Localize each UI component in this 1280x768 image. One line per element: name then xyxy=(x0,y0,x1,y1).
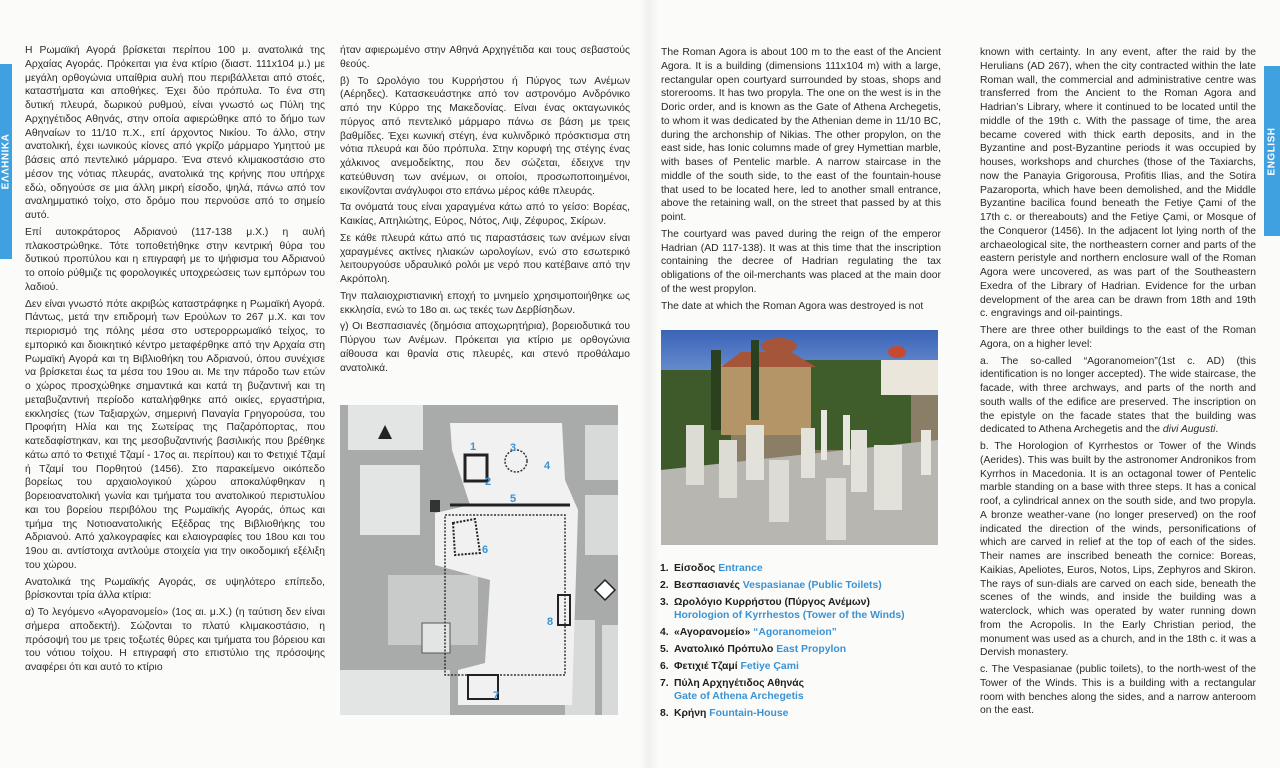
legend-text xyxy=(674,660,799,673)
legend-english: Fetiye Çami xyxy=(740,661,799,672)
map-label-6: 6 xyxy=(482,544,489,556)
legend-english: Gate of Athena Archegetis xyxy=(674,691,804,702)
photo-mosque xyxy=(721,365,811,435)
photo-column xyxy=(801,428,815,478)
legend-greek: Ωρολόγιο Κυρρήστου (Πύργος Ανέμων) xyxy=(674,597,870,608)
greek-column-1 xyxy=(25,44,325,678)
paragraph: ήταν αφιερωμένο στην Αθηνά Αρχηγέτιδα και τους σεβαστούς θεούς. xyxy=(340,45,630,70)
photo-church-dome xyxy=(888,346,906,358)
site-plan-map xyxy=(340,405,618,715)
greek-tab-label: ΕΛΛΗΝΙΚΑ xyxy=(0,133,12,190)
paragraph: β) Το Ωρολόγιο του Κυρρήστου ή Πύργος των Ανέμων (Αέρηδες). Κατασκευάστηκε από τον αστρονόμο Ανδρόνικο από την Κύρρο της Μακεδονίας. Είναι ένας οκταγωνικός πύργος από πεντελικό μάρμαρο πάνω σε βάση με τρεις βαθμίδες. Έχει κωνική στέγη, ένα κυλινδρικό πρόσκτισμα στη νότια πλευρά και δύο πρόπυλα. Στην κορυφή της στέγης ένας χάλκινος ανεμοδείκτης, που δεν σώζεται, έδειχνε την κατεύθυνση των ανέμων, οι οποίοι, προσωποποιημένοι, εικονίζονται ανάγλυφοι στο επάνω μέρος κάθε πλευράς. xyxy=(340,75,630,197)
legend-item xyxy=(660,579,950,592)
legend-item xyxy=(660,562,950,575)
english-language-tab xyxy=(1264,66,1280,236)
map-label-7: 7 xyxy=(493,690,500,702)
legend-item xyxy=(660,626,950,639)
legend-greek: Ανατολικό Πρόπυλο xyxy=(674,644,774,655)
paragraph: γ) Οι Βεσπασιανές (δημόσια αποχωρητήρια), βορειοδυτικά του Πύργου των Ανέμων. Πρόκειται για κτίριο με ορθογώνια αίθουσα και θρανία στις πλευρές, και στενό προθάλαμο ανατολικά. xyxy=(340,321,630,374)
photo-cypress xyxy=(751,340,759,420)
map-wall xyxy=(430,500,440,512)
legend-english: Vespasianae (Public Toilets) xyxy=(742,580,882,591)
legend-text xyxy=(674,643,846,656)
page-fold xyxy=(640,0,658,768)
legend-english: Horologion of Kyrrhestos (Tower of the Winds) xyxy=(674,610,905,621)
map-legend xyxy=(660,562,950,724)
legend-text xyxy=(674,596,905,622)
photo-column xyxy=(843,415,850,465)
legend-greek: Είσοδος xyxy=(674,563,716,574)
paragraph xyxy=(980,355,1256,438)
english-column-1 xyxy=(661,46,941,316)
map-block xyxy=(585,425,618,480)
paragraph: Επί αυτοκράτορος Αδριανού (117-138 μ.Χ.) η αυλή πλακοστρώθηκε. Τότε τοποθετήθηκε στην κεντρική θύρα του δυτικού προπύλου και η επιγραφή με το ψήφισμα του Αδριανού το οποίο ρύθμιζε τις φορολογικές υποχρεώσεις των εμπόρων του λαδιού. xyxy=(25,226,325,293)
legend-greek: «Αγορανομείο» xyxy=(674,627,751,638)
paragraph: c. The Vespasianae (public toilets), to the north-west of the Tower of the Winds. This is a building with a rectangular room with benches along the sides, and a narrow anteroom on the east. xyxy=(980,664,1256,717)
legend-english: Entrance xyxy=(718,563,763,574)
legend-greek: Πύλη Αρχηγέτιδος Αθηνάς xyxy=(674,678,805,689)
paragraph: α) Το λεγόμενο «Αγορανομείο» (1ος αι. μ.Χ.) (η ταύτιση δεν είναι σήμερα αποδεκτή). Σώζονται το πλατύ κλιμακοστάσιο, η πρόσοψή του με τρεις τοξωτές θύρες και τμήματα του βόρειου και του νότιου τοίχου. Η επιγραφή στο επιστύλιο της πρόσοψης αναφέρει ότι και αυτό το κτίριο xyxy=(25,607,325,673)
legend-number: 3. xyxy=(660,597,669,608)
legend-english: Fountain-House xyxy=(709,708,789,719)
legend-text xyxy=(674,626,837,639)
legend-text xyxy=(674,579,882,592)
legend-text xyxy=(674,677,804,703)
greek-column-2 xyxy=(340,44,630,378)
legend-item xyxy=(660,643,950,656)
map-label-1: 1 xyxy=(470,441,477,453)
legend-number: 1. xyxy=(660,563,669,574)
legend-number: 7. xyxy=(660,678,669,689)
paragraph: Δεν είναι γνωστό πότε ακριβώς καταστράφηκε η Ρωμαϊκή Αγορά. Πάντως, μετά την επιδρομή των Ερούλων το 267 μ.Χ. και τον περιορισμό της πόλης μέσα στο υστερορρωμαϊκό τείχος, το εμπορικό και διοικητικό κέντρο μεταφέρθηκε από την Αρχαία στη Ρωμαϊκή Αγορά και τη Βιβλιοθήκη του Αδριανού, όπου συνέχισε να βρίσκεται έως τα μέσα του 19ου αι. Με την πάροδο των ετών ο χώρος προσχώθηκε σημαντικά και κατά τη βυζαντινή και τη μεταβυζαντινή περίοδο καταλήφθηκε από οικίες, εργαστήρια, εκκλησίες (των Ταξιαρχών, σημερινή Παναγία Γρηγορούσα, του Προφήτη Ηλία και της Σωτείρας της Παζαρόπορτας, που κατεδαφίστηκαν, και της μεσοβυζαντινής βασιλικής που βρέθηκε κάτω από το Φετιχιέ Τζαμί - 17ος αι. περίπου) και το Φετιχιέ Τζαμί ή Τζαμί του Πορθητού (1456). Στο παρακείμενο οικόπεδο βορείως του αρχαιολογικού χώρου αποκαλύφθηκαν η βορειοανατολική γωνία και τμήματα του ανατολικού περιστυλίου και του βορείου περιβόλου της Ρωμαϊκής Αγοράς, όπως και τμήμα της Νοτιοανατολικής Εξέδρας της Βιβλιοθήκης του Αδριανού. Από χαλκογραφίες και ελαιογραφίες του 18ου και του 19ου αι. αντίστοιχα αντλούμε στοιχεία για την οικοδομική εξέλιξη του χώρου. xyxy=(25,298,325,571)
legend-number: 5. xyxy=(660,644,669,655)
english-column-2 xyxy=(980,46,1256,721)
photo-column xyxy=(921,430,931,475)
photo-column xyxy=(746,425,764,480)
photo-house xyxy=(881,360,938,395)
paragraph: Σε κάθε πλευρά κάτω από τις παραστάσεις των ανέμων είναι χαραγμένες ακτίνες ηλιακών ωρολογίων, ενώ στο εσωτερικό λειτουργούσε υδραυλικό ρολόι με νερό που κατέβαινε από την Ακρόπολη. xyxy=(340,232,630,285)
photo-column xyxy=(874,445,902,510)
photo-column xyxy=(826,478,846,540)
paragraph: known with certainty. In any event, after the raid by the Herulians (AD 267), when the city contracted within the late Roman wall, the commercial and administrative centre was transferred from the Ancient to the Roman Agora and Hadrian’s Library, where it continued to be located until the middle of the 19th c. With the passage of time, the area became covered with thick earth deposits, and in the Byzantine and post-Byzantine periods it was occupied by houses, workshops and churches (those of the Taxiarchs, now the Panayia Grigorousa, Profitis Ilias, and the Sotira Pazaroporta, which have been demolished, and the Middle Byzantine bacilica found beneath the Fetiye Çami of the 17th c. or thereabouts) and the Fetiye Çami, or Mosque of the Conqueror (1456). In the adjacent lot lying north of the archaeological site, the northeastern corner and parts of the eastern peristyle and northern enclosure wall of the Roman Agora were uncovered, as was part of the Southeastern Exedra of the Library of Hadrian. Evidence for the urban development of the area can be drawn from 18th and 19th c. engravings and oil-paintings. xyxy=(980,47,1256,320)
photo-column xyxy=(686,425,704,485)
paragraph-text: . xyxy=(1215,424,1219,436)
photo-column xyxy=(821,410,827,460)
map-label-2: 2 xyxy=(485,476,492,488)
map-label-8: 8 xyxy=(547,616,554,628)
photo-column xyxy=(719,440,737,498)
photo-column xyxy=(851,430,867,492)
roman-agora-photo xyxy=(661,330,938,545)
legend-item xyxy=(660,677,950,703)
greek-language-tab xyxy=(0,64,12,259)
legend-item xyxy=(660,707,950,720)
map-block xyxy=(360,465,420,535)
paragraph: The Roman Agora is about 100 m to the east of the Ancient Agora. It is a building (dimensions 111x104 m) with a large, rectangular open courtyard surrounded by stoas, shops and storerooms. It has two propyla. The one on the west is in the Doric order, and is known as the Gate of Athena Archegetis, to whom it was dedicated by the Athenian deme in 11/10 BC, during the archonship of Nikias. The other propylon, on the east side, has Ionic columns made of grey Hymettian marble, with bases of Pentelic marble. A narrow staircase in the middle of the south side, to the east of the fountain-house that used to be located here, led to another small entrance, above the retaining wall, on the street that passed by at this point. xyxy=(661,47,941,223)
map-label-4: 4 xyxy=(544,460,551,472)
legend-greek: Κρήνη xyxy=(674,708,707,719)
paragraph: Την παλαιοχριστιανική εποχή το μνημείο χρησιμοποιήθηκε ως εκκλησία, ενώ το 18ο αι. ως τεκές των Δερβίσηδων. xyxy=(340,290,630,316)
paragraph-text: a. The so-called “Agoranomeion”(1st c. AD) (this identification is no longer accepted). The wide staircase, the facade, with three archways, and parts of the north and south walls of the edifice are preserved. The inscription on the epistyle on the facade states that the building was dedicated to Athena Archegetis and the xyxy=(980,355,1256,436)
legend-text xyxy=(674,707,788,720)
paragraph: Ανατολικά της Ρωμαϊκής Αγοράς, σε υψηλότερο επίπεδο, βρίσκονται τρία άλλα κτίρια: xyxy=(25,576,325,602)
paragraph: Η Ρωμαϊκή Αγορά βρίσκεται περίπου 100 μ. ανατολικά της Αρχαίας Αγοράς. Πρόκειται για ένα κτίριο (διαστ. 111x104 μ.) με μεγάλη ορθογώνια υπαίθρια αυλή που περιβάλλεται από στοές, καταστήματα και αποθήκες. Έχει δύο πρόπυλα. Το ένα στη δυτική πλευρά, δωρικού ρυθμού, είναι γνωστό ως Πύλη της Αρχηγέτιδος Αθηνάς, στην οποία αφιερώθηκε από το δήμο των Αθηναίων το 11/10 π.Χ., επί άρχοντος Νικίου. Το άλλο, στην ανατολική, έχει ιωνικούς κίονες από γκρίζο μάρμαρο Υμηττού με βάσεις από πεντελικό μάρμαρο. Ένα στενό κλιμακοστάσιο στο μέσον της νότιας πλευράς, ανατολικά της κρήνης που υπήρχε εδώ, οδηγούσε σε μια άλλη μικρή είσοδο, ψηλά, πάνω από τον αναλημματικό τοίχο, στο δρόμο που περνούσε από το σημείο αυτό. xyxy=(25,45,325,221)
legend-item xyxy=(660,596,950,622)
paragraph: The courtyard was paved during the reign of the emperor Hadrian (AD 117-138). It was at this time that the inscription containing the decree of Hadrian regulating the tax obligations of the oil-merchants was placed at the main door of the west propylon. xyxy=(661,228,941,295)
legend-number: 2. xyxy=(660,580,669,591)
legend-english: “Agoranomeion” xyxy=(753,627,837,638)
map-building xyxy=(422,623,450,653)
paragraph: There are three other buildings to the east of the Roman Agora, on a higher level: xyxy=(980,325,1256,350)
map-label-5: 5 xyxy=(510,493,517,505)
legend-greek: Φετιχιέ Τζαμί xyxy=(674,661,738,672)
photo-column xyxy=(769,460,789,522)
paragraph: The date at which the Roman Agora was destroyed is not xyxy=(661,300,924,312)
photo-dome xyxy=(761,338,797,354)
legend-item xyxy=(660,660,950,673)
map-block xyxy=(602,625,618,715)
legend-number: 4. xyxy=(660,627,669,638)
english-tab-label: ENGLISH xyxy=(1266,127,1278,175)
map-label-3: 3 xyxy=(510,442,517,454)
legend-number: 8. xyxy=(660,708,669,719)
legend-text xyxy=(674,562,763,575)
paragraph: b. The Horologion of Kyrrhestos or Tower of the Winds (Aerides). This was built by the astronomer Andronikos from Kyrrhos in Macedonia. It is an octagonal tower of Pentelic marble standing on a base with three steps. It has a conical roof, a cylindrical annex on the south side, and two propyla. A bronze weather-vane (no longer preserved) on the roof indicated the direction of the winds, personifications of which are carved in relief at the top of each of the sides. Their names are inscribed beneath the cornice: Boreas, Kaikias, Apeliotes, Euros, Notos, Lips, Zephyros and Skiron. The rays of sun-dials are carved on each side, beneath the scenes of the winds, and inside the building was a waterclock, which was operated by water running down from the Acropolis. In the Early Christian period, the monument was used as a church, and in the 18th c. it was a Dervish monastery. xyxy=(980,441,1256,659)
map-block xyxy=(340,670,450,715)
italic-text: divi Augusti xyxy=(1162,424,1216,436)
photo-cypress xyxy=(711,350,721,430)
map-block xyxy=(585,495,618,555)
legend-greek: Βεσπασιανές xyxy=(674,580,740,591)
legend-number: 6. xyxy=(660,661,669,672)
legend-english: East Propylon xyxy=(776,644,847,655)
paragraph: Τα ονόματά τους είναι χαραγμένα κάτω από το γείσο: Βορέας, Καικίας, Απηλιώτης, Εύρος, Νότος, Λιψ, Ζέφυρος, Σκίρων. xyxy=(340,202,630,227)
